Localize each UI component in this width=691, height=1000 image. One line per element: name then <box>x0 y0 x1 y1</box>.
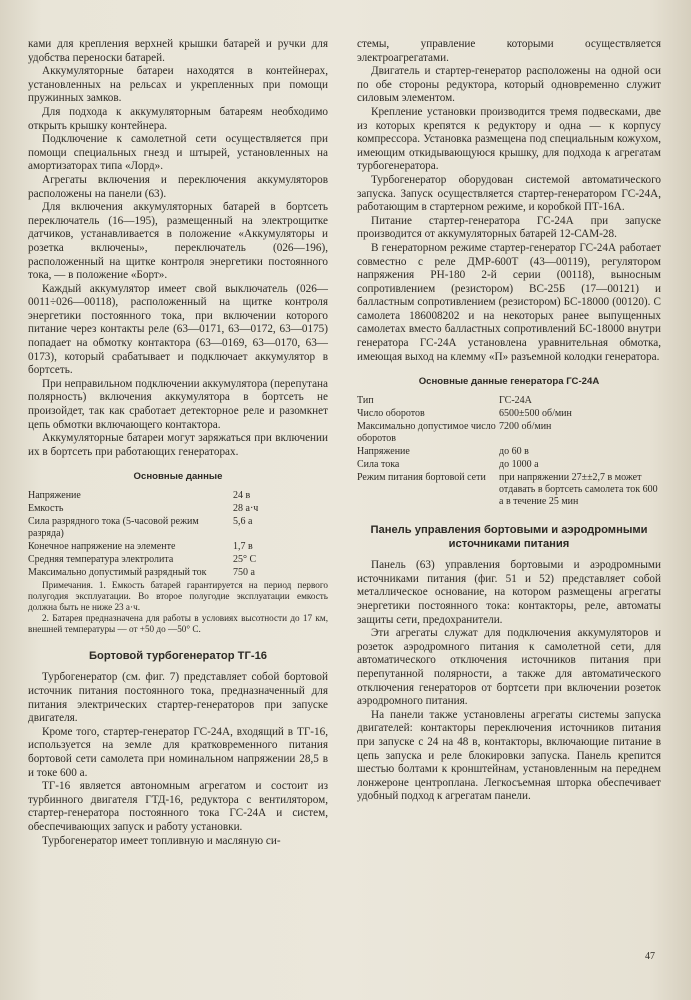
table-row: Конечное напряжение на элементе 1,7 в <box>28 541 253 553</box>
paragraph: Кроме того, стартер-генератор ГС-24А, входящий в ТГ-16, используется на земле для кратковременного питания бортовой сети самолета при номинальном напряжении 28,5 в и токе 600 а. <box>28 725 328 779</box>
table-row: Максимально допустимый разрядный ток 750 а <box>28 567 255 579</box>
paragraph: Двигатель и стартер-генератор расположены на одной оси по обе стороны редуктора, который одновременно служит силовым элементом. <box>357 65 661 105</box>
paragraph: Агрегаты включения и переключения аккумуляторов расположены на панели (63). <box>28 173 328 200</box>
paragraph: Крепление установки производится тремя подвесками, две из которых крепятся к редуктору и одна — к корпусу компрессора. Установка размещена под специальным кожухом, имеющим откидывающуюся крышку, для подхода к агрегатам турбогенератора. <box>357 105 661 173</box>
paragraph: ками для крепления верхней крышки батарей и ручки для удобства переноски батарей. <box>28 38 328 64</box>
paragraph: Аккумуляторные батареи находятся в контейнерах, установленных на рельсах и укрепленных при помощи пружинных замков. <box>28 65 328 105</box>
paragraph: Питание стартер-генератора ГС-24А при запуске производится от аккумуляторных батарей 12-САМ-28. <box>357 214 661 241</box>
table-row: Режим питания бортовой сети при напряжении 27±±2,7 в может отдавать в бортсеть самолета ток 600 а в течение 25 мин <box>357 472 658 508</box>
table-row: Напряжение 24 в <box>28 490 251 502</box>
generator-specs-table <box>357 395 661 509</box>
paragraph: Каждый аккумулятор имеет свой выключатель (026—0011÷026—00118), расположенный на щитке контроля энергетики постоянного тока, при включении которого питание через контакты реле (63—0171, 63—0172, 63—0175) попадает на обмотку контактора (63—0169, 63—0170, 63—0173), который срабатывает и подключает аккумулятор в бортсеть. <box>28 282 328 377</box>
paragraph: Турбогенератор имеет топливную и масляную си- <box>42 834 281 847</box>
paragraph: При неправильном подключении аккумулятора (перепутана полярность) включения аккумулятора в бортсеть не произойдет, так как сработает детекторное реле и разомкнет цепь обмотки включающего контактора. <box>28 377 328 431</box>
generator-specs-title: Основные данные генератора ГС-24А <box>418 376 600 388</box>
table-row: Напряжение до 60 в <box>357 446 529 458</box>
battery-specs-table <box>28 490 328 580</box>
battery-specs-title: Основные данные <box>133 471 223 483</box>
table-row: Число оборотов 6500±500 об/мин <box>357 408 572 420</box>
paragraph: Подключение к самолетной сети осуществляется при помощи специальных гнезд и штырей, установленных на амортизаторах типа «Лорд». <box>28 133 328 173</box>
paragraph: Панель (63) управления бортовыми и аэродромными источниками питания (фиг. 51 и 52) представляет собой металлическое основание, на котором размещены агрегаты энергетики постоянного тока: контакторы, реле, автоматы защиты сети, предохранители. <box>357 559 661 626</box>
section-title: Бортовой турбогенератор ТГ-16 <box>88 650 268 663</box>
section-title: Панель управления бортовыми и аэродромными источниками питания <box>370 524 648 551</box>
table-row: Емкость 28 а·ч <box>28 503 259 515</box>
page-number: 47 <box>645 951 655 962</box>
table-row: Максимально допустимое число оборотов 7200 об/мин <box>357 421 552 445</box>
paragraph: Турбогенератор оборудован системой автоматического запуска. Запуск осуществляется стартер-генератором ГС-24А, работающим в стартерном режиме, и коробкой ПТ-16А. <box>357 173 661 214</box>
paragraph: Для подхода к аккумуляторным батареям необходимо открыть крышку контейнера. <box>28 105 328 132</box>
paragraph: Эти агрегаты служат для подключения аккумуляторов и розеток аэродромного питания к самолетной сети, для автоматического отключения источников питания при перепутанной полярности, а также для автоматического отключения генераторов от бортсети при включении розеток аэродромного питания. <box>357 627 661 708</box>
note: 2. Батарея предназначена для работы в условиях высотности до 17 км, внешней температуры — от +50 до —50° С. <box>28 613 328 635</box>
left-column <box>28 38 328 848</box>
paragraph: стемы, управление которыми осуществляется электроагрегатами. <box>357 38 661 64</box>
paragraph: На панели также установлены агрегаты системы запуска двигателей: контакторы переключения источников питания при запуске с 24 на 48 в, контакторы, включающие питание в цепь запуска и реле блокировки запуска. Панель крепится шестью болтами к кронштейнам, установленным на переднем лонжероне центроплана. Легкосъемная шторка обеспечивает удобный подход к агрегатам панели. <box>357 708 661 803</box>
paragraph: В генераторном режиме стартер-генератор ГС-24А работает совместно с реле ДМР-600Т (43—00119), регулятором напряжения РН-180 2-й серии (00118), выносным сопротивлением (резистором) ВС-25Б (17—00121) и балластным сопротивлением (резистором) БС-18000 (00120). С самолета 186008202 и на некоторых ранее выпущенных самолетах вместо балластных сопротивлений БС-18000 внутри генератора ГС-24А установлена уравнительная обмотка, имеющая выход на клемму «П» разъемной колодки генератора. <box>357 241 661 363</box>
table-row: Сила тока до 1000 а <box>357 459 539 471</box>
paragraph: Для включения аккумуляторных батарей в бортсеть переключатель (16—195), размещенный на электрощитке датчиков, устанавливается в положение «Аккумуляторы и розетка включены», переключатель (026—196), расположенный на щитке контроля энергетики постоянного тока, — в положение «Борт». <box>28 201 328 282</box>
paragraph: Аккумуляторные батареи могут заряжаться при включении их в бортсеть при работающих генераторах. <box>28 432 328 458</box>
right-column <box>357 38 661 804</box>
note: Примечания. 1. Емкость батарей гарантируется на период первого полугодия эксплуатации. Во второе полугодие эксплуатации емкость должна быть не ниже 23 а·ч. <box>28 580 328 613</box>
paragraph: ТГ-16 является автономным агрегатом и состоит из турбинного двигателя ГТД-16, редуктора с вентилятором, стартер-генератора постоянного тока ГС-24А и систем, обеспечивающих запуск и работу установки. <box>28 780 328 833</box>
paragraph: Турбогенератор (см. фиг. 7) представляет собой бортовой источник питания постоянного тока, предназначенный для питания электрических стартер-генераторов при запуске двигателя. <box>28 671 328 725</box>
table-row: Тип ГС-24А <box>357 395 532 407</box>
table-row: Сила разрядного тока (5-часовой режим разряда) 5,6 а <box>28 516 253 540</box>
table-row: Средняя температура электролита 25° С <box>28 554 257 566</box>
